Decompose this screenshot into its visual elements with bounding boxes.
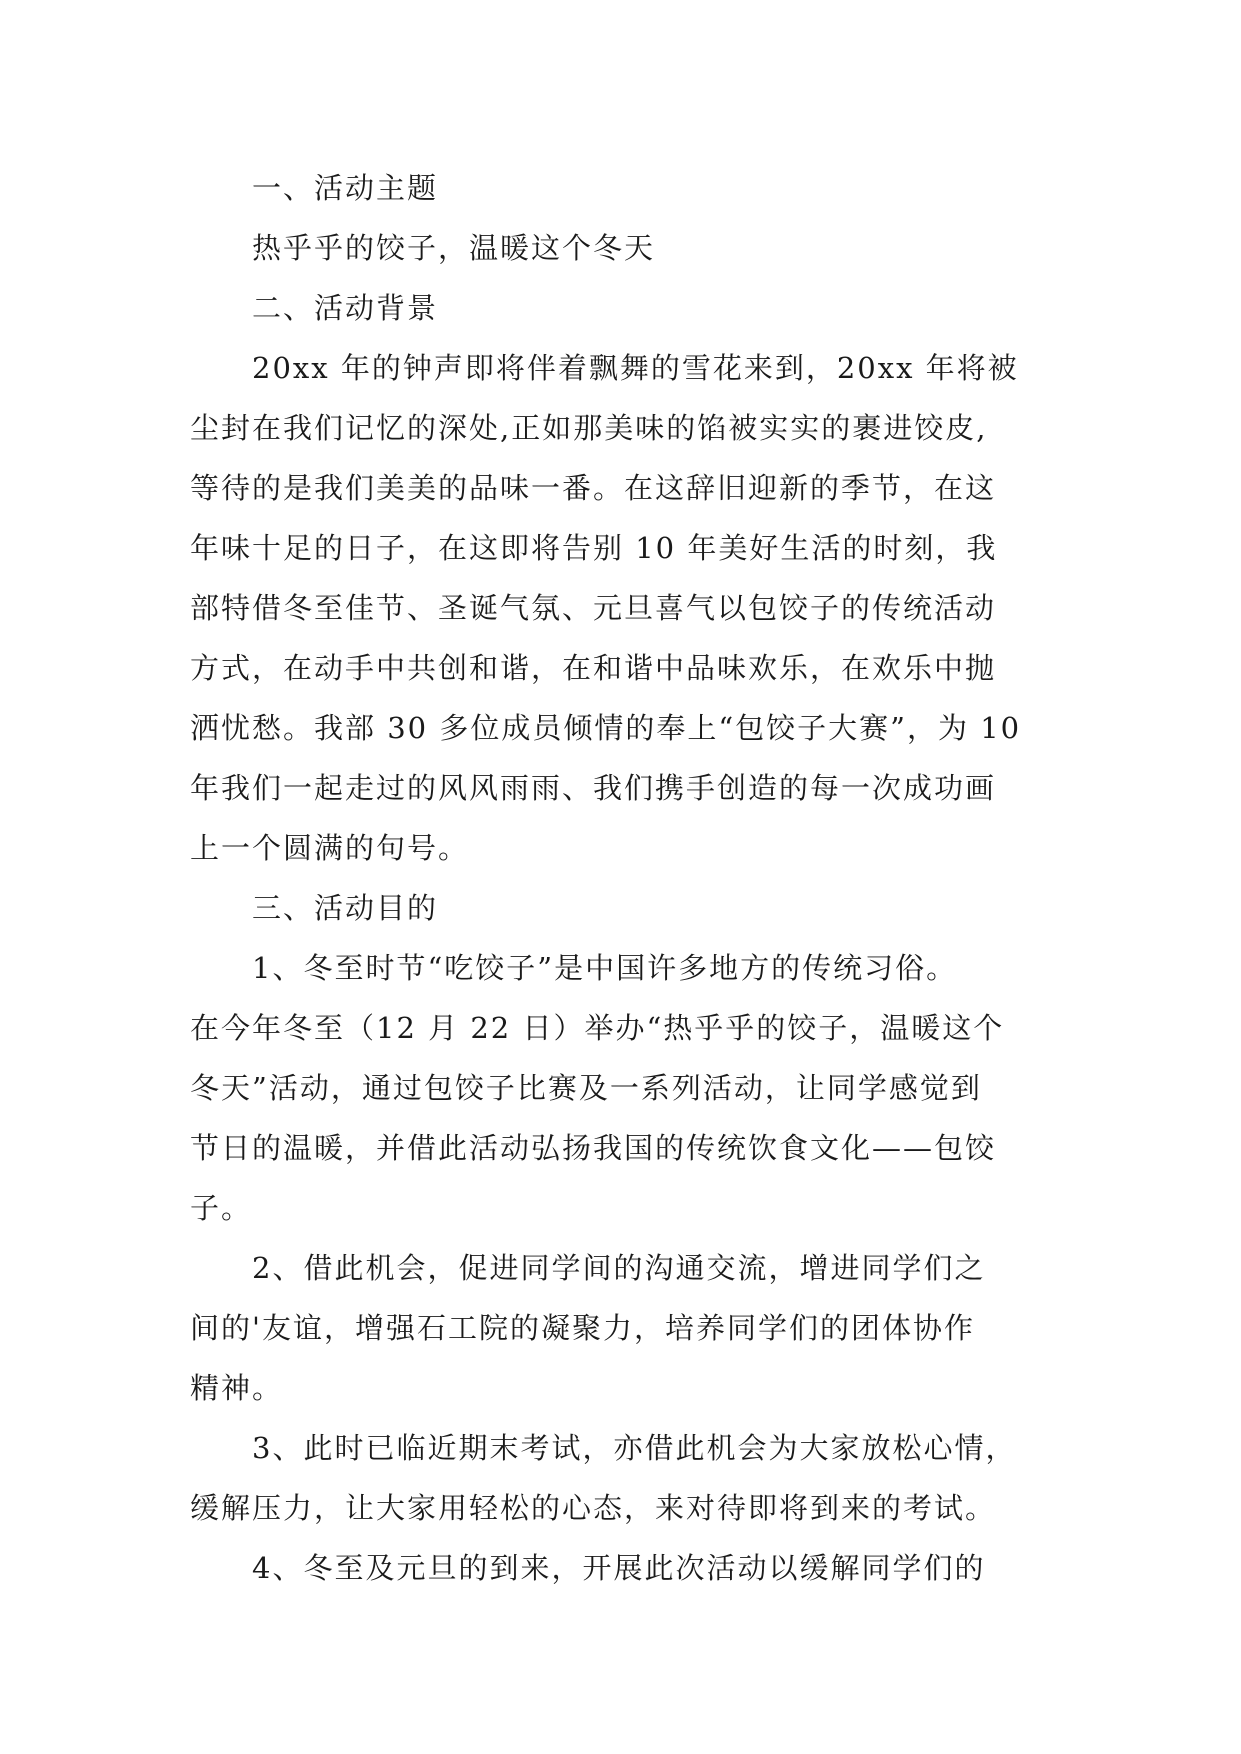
- paragraph-line: 节日的温暖，并借此活动弘扬我国的传统饮食文化——包饺: [190, 1131, 997, 1165]
- paragraph-line: 等待的是我们美美的品味一番。在这辞旧迎新的季节，在这: [190, 471, 997, 505]
- paragraph-line: 3、此时已临近期末考试，亦借此机会为大家放松心情，: [252, 1431, 1017, 1465]
- paragraph-line: 1、冬至时节“吃饺子”是中国许多地方的传统习俗。: [252, 951, 958, 985]
- document-page: [190, 158, 1052, 1598]
- paragraph-line: 冬天”活动，通过包饺子比赛及一系列活动，让同学感觉到: [190, 1071, 982, 1105]
- paragraph-line: 上一个圆满的句号。: [190, 831, 470, 865]
- theme-text: 热乎乎的饺子，温暖这个冬天: [252, 231, 656, 265]
- background-paragraph: [190, 338, 1052, 878]
- paragraph-line: 在今年冬至（12 月 22 日）举办“热乎乎的饺子，温暖这个: [190, 1011, 1005, 1045]
- paragraph-line: 部特借冬至佳节、圣诞气氛、元旦喜气以包饺子的传统活动: [190, 591, 997, 625]
- paragraph-line: 间的'友谊，增强石工院的凝聚力，培养同学们的团体协作: [190, 1311, 975, 1345]
- paragraph-line: 方式，在动手中共创和谐，在和谐中品味欢乐，在欢乐中抛: [190, 651, 997, 685]
- paragraph-line: 4、冬至及元旦的到来，开展此次活动以缓解同学们的: [252, 1551, 986, 1585]
- purpose-item-4: [190, 1538, 1052, 1598]
- purpose-item-2: [190, 1238, 1052, 1418]
- section-heading-theme: 一、活动主题: [252, 171, 439, 205]
- paragraph-line: 精神。: [190, 1371, 284, 1405]
- paragraph-line: 2、借此机会，促进同学间的沟通交流，增进同学们之: [252, 1251, 986, 1285]
- purpose-item-1: [190, 938, 1052, 1238]
- section-heading-background: 二、活动背景: [252, 291, 439, 325]
- paragraph-line: 子。: [190, 1191, 253, 1225]
- paragraph-line: 缓解压力，让大家用轻松的心态，来对待即将到来的考试。: [190, 1491, 997, 1525]
- paragraph-line: 洒忧愁。我部 30 多位成员倾情的奉上“包饺子大赛”，为 10: [190, 711, 1022, 745]
- purpose-item-3: [190, 1418, 1052, 1538]
- paragraph-line: 年我们一起走过的风风雨雨、我们携手创造的每一次成功画: [190, 771, 997, 805]
- paragraph-line: 年味十足的日子，在这即将告别 10 年美好生活的时刻，我: [190, 531, 998, 565]
- paragraph-line: 尘封在我们记忆的深处,正如那美味的馅被实实的裹进饺皮,: [190, 411, 988, 445]
- section-heading-purpose: 三、活动目的: [252, 891, 439, 925]
- paragraph-line: 20xx 年的钟声即将伴着飘舞的雪花来到，20xx 年将被: [252, 351, 1019, 385]
